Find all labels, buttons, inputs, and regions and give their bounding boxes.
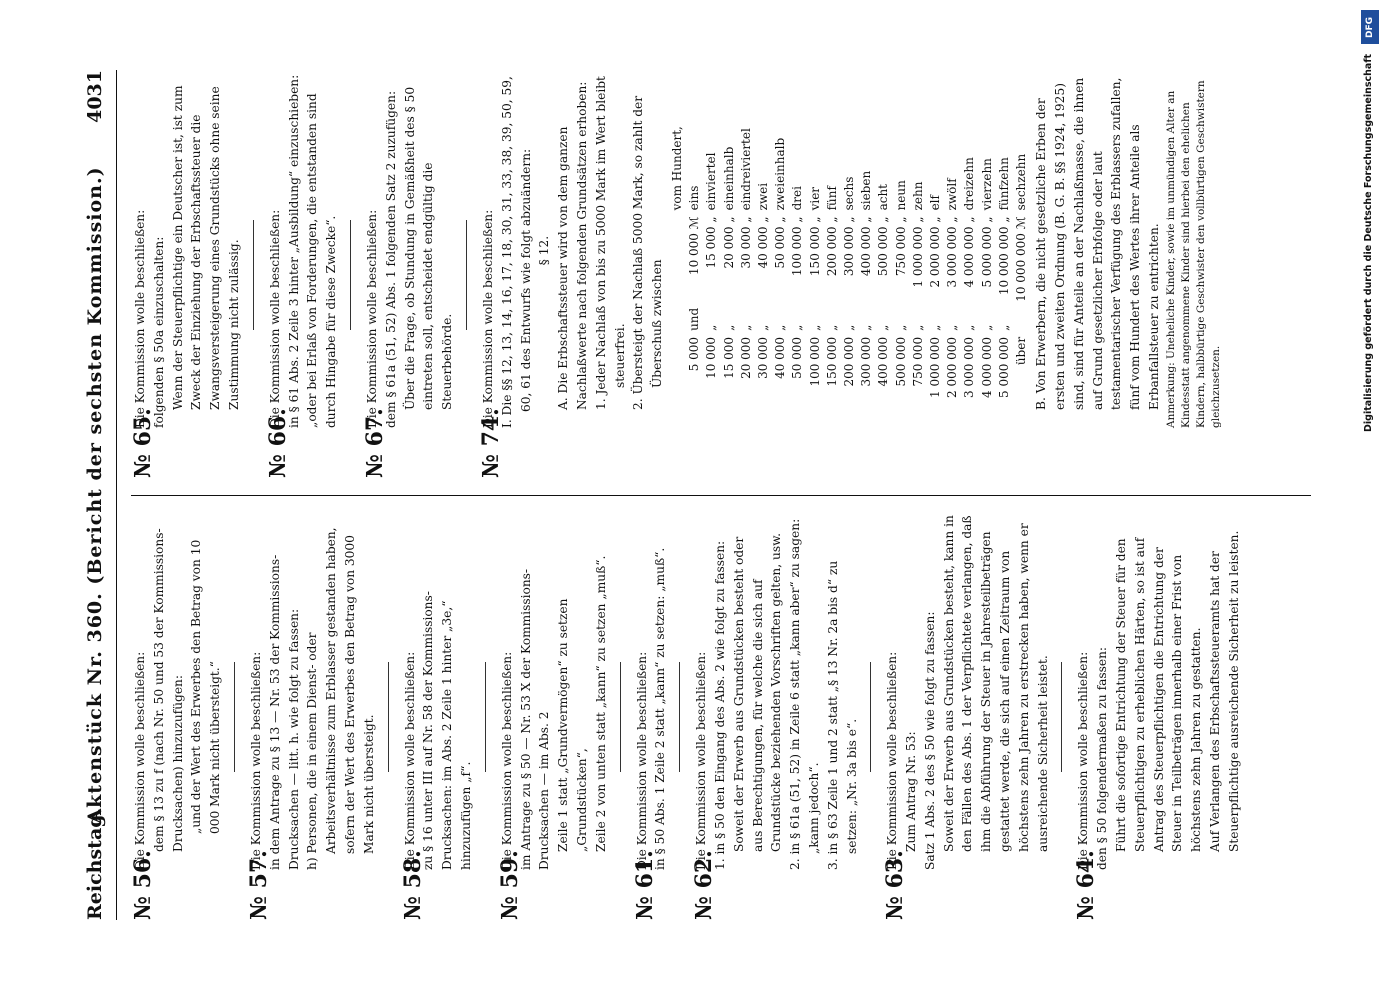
separator xyxy=(620,663,621,773)
table-row xyxy=(858,120,875,398)
separator xyxy=(388,663,389,773)
motion-text: in dem Antrage zu § 13 — Nr. 53 der Kommissions-Drucksachen — litt. h. wie folgt zu fassen: xyxy=(267,554,301,870)
motion-text: B. Von Erwerbern, die nicht gesetzliche Erben der ersten und zweiten Ordnung (B. G. B. §§ 1924, 1925) sind, sind für Anteile an der Nachlaßmasse, die ihnen auf Grund gesetzlicher Erbfolge oder laut testamentarischer Verfügung des Erblassers zufallen, fünf vom Hundert des Wertes ihrer Anteile als Erbanfallsteuer zu entrichten. xyxy=(1034,77,1161,410)
motion-number: № 74. xyxy=(477,408,504,478)
motion-quote: Auf Verlangen des Erbschaftssteueramts hat der Steuerpflichtige ausreichende Sicherheit zu leisten. xyxy=(1208,530,1241,852)
table-cell: 50 000 xyxy=(790,336,805,379)
tax-rate-table xyxy=(669,120,1030,398)
table-cell: zehn xyxy=(910,181,925,211)
page-number: 4031 xyxy=(84,70,106,123)
table-cell: vierzehn xyxy=(979,158,994,211)
motion-intro: Die Kommission wolle beschließen: xyxy=(480,209,495,428)
table-unit-header: vom Hundert, xyxy=(669,126,684,211)
table-cell: 150 000 xyxy=(824,336,839,387)
table-cell: „ xyxy=(996,324,1011,331)
motion-item: 2. Übersteigt der Nachlaß 5000 Mark, so zahlt der Überschuß zwischen xyxy=(631,95,665,410)
table-row xyxy=(789,120,806,398)
table-cell: 1 000 000 xyxy=(927,336,942,398)
motion-text: Satz 1 Abs. 2 des § 50 wie folgt zu fassen: xyxy=(922,611,937,870)
table-cell: elf xyxy=(927,195,942,211)
table-cell: 750 000 „ xyxy=(893,216,908,277)
table-cell: einviertel xyxy=(704,152,719,211)
motion-63 xyxy=(883,515,1052,920)
table-row xyxy=(755,120,772,398)
motion-62 xyxy=(692,515,861,920)
table-cell: „ xyxy=(824,324,839,331)
motion-text: Zum Antrag Nr. 53: xyxy=(904,731,919,852)
table-cell: „ xyxy=(704,324,719,331)
table-row xyxy=(944,120,961,398)
table-cell: „ xyxy=(841,324,856,331)
table-cell: 150 000 „ xyxy=(807,216,822,277)
motion-text: den § 50 folgendermaßen zu fassen: xyxy=(1095,646,1110,870)
table-cell: 20 000 xyxy=(738,336,753,379)
separator xyxy=(350,221,351,331)
separator xyxy=(466,221,467,331)
motion-number: № 65. xyxy=(130,408,156,478)
table-cell: eineinhalb xyxy=(721,146,736,211)
table-cell: fünfzehn xyxy=(996,157,1011,211)
motion-intro: Die Kommission wolle beschließen: xyxy=(267,209,282,428)
table-cell: 10 000 xyxy=(704,336,719,379)
motion-number: № 58. xyxy=(399,850,426,920)
table-cell: drei xyxy=(790,186,805,211)
motion-text: Zeile 1 statt „Grundvermögen“ zu setzen „Grundstücken“, xyxy=(556,598,589,852)
motion-clause: h) Personen, die in einem Dienst- oder Arbeitsverhältnisse zum Erblasser gestanden haben, sofern der Wert des Erwerbes den Betrag von 3000 Mark nicht übersteigt. xyxy=(305,527,376,870)
table-cell: acht xyxy=(876,183,891,211)
motion-quote: Wenn der Steuerpflichtige ein Deutscher ist, ist zum Zweck der Einziehung der Erbschaftssteuer die Zwangsversteigerung eines Grundstücks ohne seine Zustimmung nicht zulässig. xyxy=(170,85,241,410)
stamp-text: Digitalisierung gefördert durch die Deutsche Forschungsgemeinschaft xyxy=(1363,54,1374,432)
motion-64 xyxy=(1074,515,1243,920)
table-cell: „ xyxy=(755,324,770,331)
table-cell: 400 000 „ xyxy=(859,216,874,277)
motion-number: № 67. xyxy=(361,408,388,478)
table-cell: 400 000 xyxy=(876,336,891,387)
table-cell: 30 000 „ xyxy=(738,216,753,269)
motion-text: im Antrage zu § 50 — Nr. 53 X der Kommissions-Drucksachen — im Abs. 2 xyxy=(518,568,552,870)
table-cell: „ xyxy=(859,324,874,331)
table-cell: 200 000 „ xyxy=(824,216,839,277)
motion-intro: Die Kommission wolle beschließen: xyxy=(402,651,417,870)
table-cell: 300 000 xyxy=(859,336,874,387)
motion-item: I. Die §§ 12, 13, 14, 16, 17, 18, 30, 31, 33, 38, 39, 50, 59, 60, 61 des Entwurfs wie folgt abzuändern: xyxy=(499,76,533,428)
table-row xyxy=(875,120,892,398)
motion-number: № 56. xyxy=(130,850,156,920)
motion-quote: Soweit der Erwerb aus Grundstücken besteht, kann in den Fällen des Abs. 1 der Verpflichtete verlangen, daß ihm die Abführung der Steuer in Jahresteilbeträgen gestattet werde, die sich auf einen Zeitraum von höchstens zehn Jahren zu erstrecken haben, wenn er ausreichende Sicherheit leistet. xyxy=(941,515,1050,852)
motion-text: zu § 16 unter III auf Nr. 58 der Kommissions-Drucksachen: im Abs. 2 Zeile 1 hinter „3e,“ hinzuzufügen „f“. xyxy=(421,591,473,870)
table-cell: „ xyxy=(738,324,753,331)
motion-61 xyxy=(633,515,671,920)
motion-number: № 64. xyxy=(1073,850,1100,920)
motion-item: 3. in § 63 Zeile 1 und 2 statt „§ 13 Nr. 2a bis d“ zu setzen: „Nr. 3a bis e“. xyxy=(825,560,859,870)
table-cell: 100 000 xyxy=(807,336,822,387)
table-cell: 10 000 000 „ xyxy=(996,216,1011,296)
table-cell: 3 000 000 „ xyxy=(945,216,960,288)
table-cell: 5 000 000 „ xyxy=(979,216,994,288)
table-cell: „ xyxy=(790,324,805,331)
separator xyxy=(870,663,871,773)
table-cell: 40 000 „ xyxy=(755,216,770,269)
motion-intro: Die Kommission wolle beschließen: xyxy=(885,651,900,870)
table-cell: 10 000 000 ℳ xyxy=(1013,216,1028,302)
table-row xyxy=(893,120,910,398)
table-row xyxy=(703,120,720,398)
separator xyxy=(1061,663,1062,773)
motion-57 xyxy=(247,515,379,920)
motion-quote: Führt die sofortige Entrichtung der Steuer für den Steuerpflichtigen zu erheblichen Härten, so ist auf Antrag des Steuerpflichtigen die Entrichtung der Steuer in Teilbeträgen innerhalb einer Frist von höchstens zehn Jahren zu gestatten. xyxy=(1114,537,1204,852)
motion-number: № 59. xyxy=(496,850,523,920)
table-row xyxy=(927,120,944,398)
motion-intro: Die Kommission wolle beschließen: xyxy=(133,651,147,870)
table-row xyxy=(841,120,858,398)
motion-text: folgenden § 50a einzuschalten: xyxy=(151,236,166,428)
motion-58 xyxy=(401,515,476,920)
separator xyxy=(485,663,486,773)
table-row xyxy=(686,120,703,398)
motion-66 xyxy=(266,73,341,478)
motion-text: in § 61 Abs. 2 Zeile 3 hinter „Ausbildung“ einzuschieben: „oder bei Erlaß von Forderungen, die entstanden sind durch Hingabe für diese Zwecke“. xyxy=(286,74,339,428)
motion-74 xyxy=(479,73,1224,478)
footnote: Anmerkung: Uneheliche Kinder, sowie im unmündigen Alter an Kindesstatt angenommene Kinder sind hierbei den ehelichen Kindern, halbbürtige Geschwister den vollbürtigen Geschwistern gleichzusetzen. xyxy=(1164,80,1222,428)
table-cell: 200 000 xyxy=(841,336,856,387)
right-column xyxy=(131,73,1224,478)
table-cell: 40 000 xyxy=(773,336,788,379)
table-cell: zwei xyxy=(755,182,770,211)
table-row xyxy=(772,120,789,398)
motion-67 xyxy=(363,73,457,478)
motion-intro: Die Kommission wolle beschließen: xyxy=(364,209,379,428)
table-cell: sechs xyxy=(841,176,856,211)
table-cell: zweieinhalb xyxy=(773,137,788,211)
table-cell: „ xyxy=(893,324,908,331)
motion-text: A. Die Erbschaftssteuer wird von dem ganzen Nachlaßwerte nach folgenden Grundsätzen erhoben: xyxy=(556,81,589,410)
motion-intro: Die Kommission wolle beschließen: xyxy=(634,651,649,870)
document-page xyxy=(66,50,1316,950)
table-cell: „ xyxy=(910,324,925,331)
table-cell: 3 000 000 xyxy=(962,336,977,398)
motion-quote: Soweit der Erwerb aus Grundstücken besteht oder aus Berechtigungen, für welche die sich auf Grundstücke beziehenden Vorschriften gelten, usw. xyxy=(731,533,784,852)
table-cell: 4 000 000 xyxy=(979,336,994,398)
table-cell: 4 000 000 „ xyxy=(962,216,977,288)
motion-text: in § 50 Abs. 1 Zeile 2 statt „kann“ zu setzen: „muß“. xyxy=(653,547,668,870)
table-cell: 50 000 „ xyxy=(773,216,788,269)
table-cell: 2 000 000 xyxy=(945,336,960,398)
header-rule xyxy=(116,70,117,920)
table-row xyxy=(996,120,1013,398)
motion-item: 2. in § 61a (51, 52) in Zeile 6 statt „kann aber“ zu sagen: „kann jedoch“. xyxy=(788,518,821,870)
table-cell: dreizehn xyxy=(962,157,977,211)
table-cell: „ xyxy=(927,324,942,331)
table-cell: 10 000 ℳ xyxy=(687,216,702,276)
table-cell: 100 000 „ xyxy=(790,216,805,277)
table-cell: 500 000 xyxy=(893,336,908,387)
motion-number: № 57. xyxy=(245,850,272,920)
table-cell: und xyxy=(687,307,702,331)
section-heading: § 12. xyxy=(537,235,552,266)
table-cell: „ xyxy=(876,324,891,331)
table-cell: 15 000 xyxy=(721,336,736,379)
table-cell: 750 000 xyxy=(910,336,925,387)
motion-text: dem § 13 zu f (nach Nr. 50 und 53 der Kommissions-Drucksachen) hinzuzufügen: xyxy=(151,528,185,852)
table-row xyxy=(721,120,738,398)
table-cell: sechzehn xyxy=(1013,153,1028,211)
table-row xyxy=(910,120,927,398)
table-cell: 1 000 000 „ xyxy=(910,216,925,288)
table-cell: eindreiviertel xyxy=(738,128,753,211)
table-row xyxy=(824,120,841,398)
table-cell: fünf xyxy=(824,186,839,211)
motion-quote: „und der Wert des Erwerbes den Betrag von 10 000 Mark nicht übersteigt.“ xyxy=(189,539,223,834)
motion-quote: Über die Frage, ob Stundung in Gemäßheit des § 50 eintreten soll, entscheidet endgültig die Steuerbehörde. xyxy=(402,86,455,410)
table-cell: eins xyxy=(687,185,702,211)
motion-number: № 62. xyxy=(691,850,718,920)
motion-item: 1. Jeder Nachlaß von bis zu 5000 Mark im Wert bleibt steuerfrei. xyxy=(593,76,627,410)
motion-intro: Die Kommission wolle beschließen: xyxy=(694,651,709,870)
motion-number: № 61. xyxy=(631,850,658,920)
table-cell: sieben xyxy=(859,170,874,211)
motion-59 xyxy=(498,515,611,920)
table-row xyxy=(738,120,755,398)
separator xyxy=(234,663,235,773)
table-cell: zwölf xyxy=(945,178,960,211)
table-cell: „ xyxy=(962,324,977,331)
table-cell: „ xyxy=(721,324,736,331)
motion-item: 1. in § 50 den Eingang des Abs. 2 wie folgt zu fassen: xyxy=(712,540,727,870)
table-cell: „ xyxy=(979,324,994,331)
table-cell: 20 000 „ xyxy=(721,216,736,269)
separator xyxy=(253,221,254,331)
motion-number: № 63. xyxy=(882,850,909,920)
table-cell: 5 000 000 xyxy=(996,336,1011,398)
left-column xyxy=(131,515,1244,920)
table-row xyxy=(979,120,996,398)
separator xyxy=(679,663,680,773)
motion-intro: Die Kommission wolle beschließen: xyxy=(499,651,514,870)
header-title: Aktenstück Nr. 360. (Bericht der sechsten Kommission.) xyxy=(84,166,106,824)
dfg-logo: DFG xyxy=(1361,10,1379,44)
motion-text: dem § 61a (51, 52) Abs. 1 folgenden Satz 2 zuzufügen: xyxy=(383,90,398,428)
table-row xyxy=(1013,120,1030,398)
table-cell: 15 000 „ xyxy=(704,216,719,269)
table-cell: vier xyxy=(807,186,822,211)
header-left: Reichstag. xyxy=(84,807,106,920)
motion-56 xyxy=(131,515,225,920)
table-cell: „ xyxy=(807,324,822,331)
motion-intro: Die Kommission wolle beschließen: xyxy=(133,209,147,428)
table-cell: 5 000 xyxy=(687,336,702,372)
motion-intro: Die Kommission wolle beschließen: xyxy=(248,651,263,870)
table-cell: „ xyxy=(773,324,788,331)
table-cell: 500 000 „ xyxy=(876,216,891,277)
column-divider xyxy=(131,495,1311,496)
table-cell: 2 000 000 „ xyxy=(927,216,942,288)
digitization-stamp xyxy=(1359,10,1381,990)
motion-65 xyxy=(131,73,244,478)
motion-number: № 66. xyxy=(264,408,291,478)
table-cell: „ xyxy=(945,324,960,331)
table-cell: neun xyxy=(893,180,908,211)
table-cell: 300 000 „ xyxy=(841,216,856,277)
table-cell: 30 000 xyxy=(755,336,770,379)
table-cell: über xyxy=(1013,336,1028,366)
table-row xyxy=(807,120,824,398)
motion-text: Zeile 2 von unten statt „kann“ zu setzen „muß“. xyxy=(593,555,608,852)
page-header xyxy=(84,70,124,920)
motion-intro: Die Kommission wolle beschließen: xyxy=(1076,651,1091,870)
table-row xyxy=(961,120,978,398)
